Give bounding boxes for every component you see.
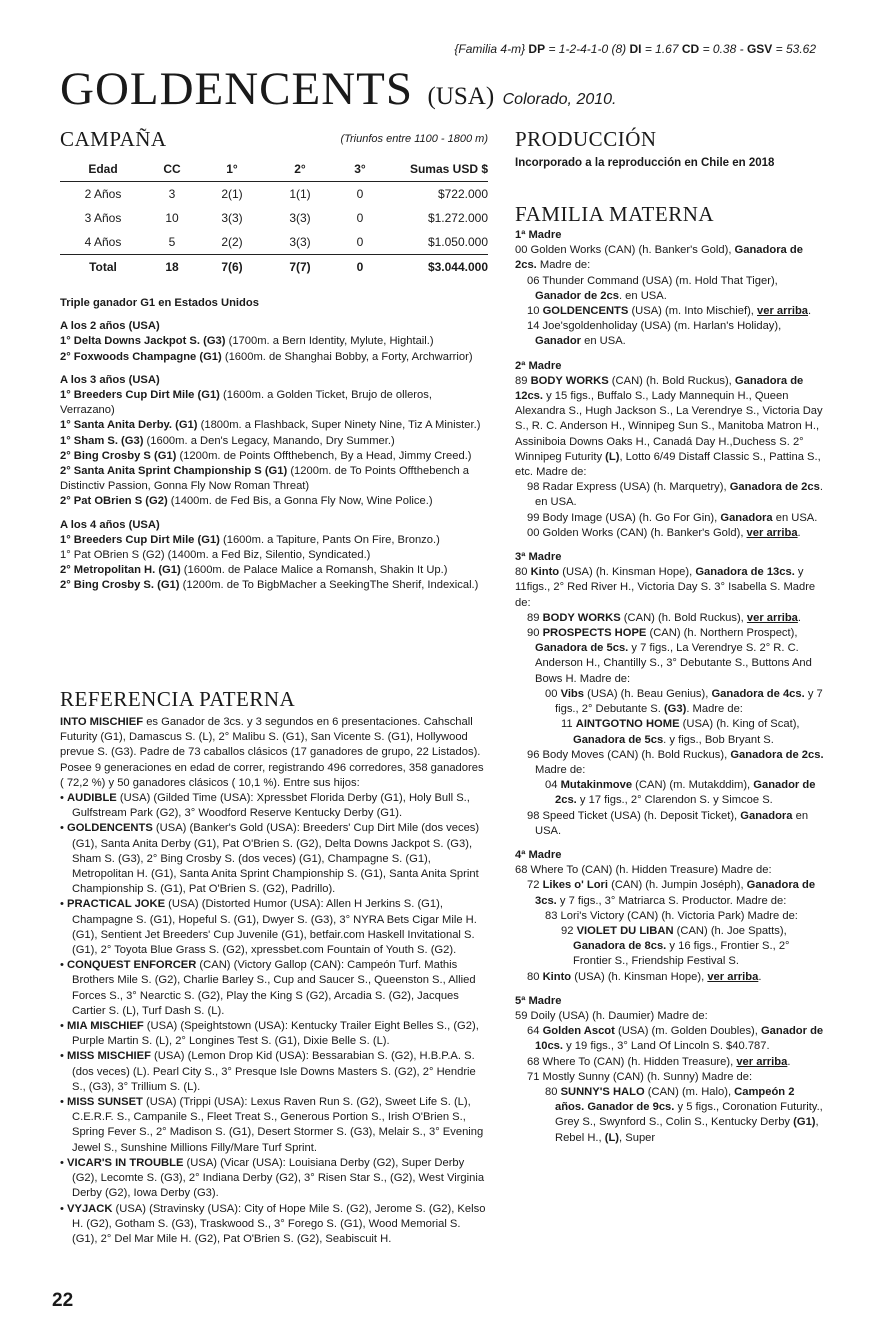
page-title (60, 62, 616, 116)
race-line: 2° Foxwoods Champagne (G1) (1600m. de Shanghai Bobby, a Forty, Archwarrior) (60, 350, 473, 363)
table-cell: 18 (146, 255, 198, 280)
cd-label: CD (681, 42, 700, 56)
familia-label: {Familia 4-m} (454, 42, 526, 56)
table-cell: 7(7) (266, 255, 334, 280)
table-header-row (60, 157, 488, 182)
race-line: 2° Bing Crosby S (G1) (1200m. de Points Offthebench, By a Head, Jimmy Creed.) (60, 449, 472, 462)
familia-entry: 89 BODY WORKS (CAN) (h. Bold Ruckus), Ganadora de 12cs. y 15 figs., Buffalo S., Lady Mannequin H., Queen Alexandra S., Hugh Jackson S., La Verendrye S., Victoria Day S., R. C. Anderson H., Winnipeg Sun S., Manitoba Matron H., Assiniboia Downs Oaks H., Canadá Day H.,Duchess S. 2° Winnipeg Futurity (L), Lotto 6/49 Distaff Classic S., Pattina S., etc. Madre de: (515, 374, 823, 479)
dp-label: DP (528, 42, 546, 56)
familia-entry: 80 Kinto (USA) (h. Kinsman Hope), ver arriba. (527, 970, 762, 983)
familia-entry: 90 PROSPECTS HOPE (CAN) (h. Northern Prospect), Ganadora de 5cs. y 7 figs., La Verendrye S. 2° R. C. Anderson H., Chantilly S., 3° Debutante S., Buttons And Bows H. Madre de: (527, 627, 812, 685)
sire-intro: INTO MISCHIEF es Ganador de 3cs. y 3 segundos en 6 presentaciones. Cahschall Futurity (G1), Damascus S. (L), 2° Malibu S. (G1), San Vicente S. (G1), Hollywood prevue S. (G3). Padre de 73 caballos clásicos (17 ganadores de grupo, 22 Listados). Posee 9 generaciones en edad de correr, registrando 496 corredores, 358 ganadores ( 72,2 %) y 50 ganadores clásicos ( 10,1 %). Entre sus hijos: (60, 716, 484, 789)
table-total-row (60, 255, 488, 280)
table-cell: 3 Años (84, 211, 122, 225)
familia-entry: 83 Lori's Victory (CAN) (h. Victoria Park) Madre de: (545, 909, 798, 922)
table-cell: 2(1) (221, 187, 243, 201)
table-cell: 1(1) (289, 187, 311, 201)
familia-entry: 00 Golden Works (CAN) (h. Banker's Gold), Ganadora de 2cs. Madre de: (515, 244, 803, 272)
race-line: 2° Pat OBrien S (G2) (1400m. de Fed Bis, a Gonna Fly Now, Wine Police.) (60, 495, 433, 508)
familia-entry: 11 AINTGOTNO HOME (USA) (h. King of Scat), Ganadora de 5cs. y figs., Bob Bryant S. (561, 718, 800, 746)
list-item: • AUDIBLE (USA) (Gilded Time (USA): Xpressbet Florida Derby (G1), Holy Bull S., Gulfstream Park (G2), 3° Woodford Reserve Kentucky Derby (G1). (60, 792, 470, 820)
group-heading: A los 2 años (USA) (60, 320, 160, 333)
list-item: • PRACTICAL JOKE (USA) (Distorted Humor (USA): Allen H Jerkins S. (G1), Champagne S. (G1), Hopeful S. (G1), Dwyer S. (G3), 3° NYRA Bets Cigar Mile H. (G1), Sentient Jet Breeders' Cup Juvenile (G1), betfair.com Haskell Invitational S. (G1), 2° Toyota Blue Grass S. (G2), xpressbet.com Fountain of Youth S. (G2). (60, 898, 477, 957)
group-heading: A los 4 años (USA) (60, 518, 160, 531)
familia-entry: 98 Speed Ticket (USA) (h. Deposit Ticket), Ganadora en USA. (527, 809, 809, 837)
horse-meta: Colorado, 2010. (502, 91, 617, 108)
column-header: 1° (198, 157, 266, 182)
list-item: • VYJACK (USA) (Stravinsky (USA): City of Hope Mile S. (G2), Jerome S. (G2), Kelso H. (G2), Gotham S. (G3), Traskwood S., 3° Forego S. (G1), Wood Memorial S. (G1), 2° Del Mar Mile H. (G2), Pat O'Brien S. (G2), Seabiscuit H. (60, 1202, 486, 1245)
group-heading: A los 3 años (USA) (60, 373, 160, 386)
familia-entry: 96 Body Moves (CAN) (h. Bold Ruckus), Ganadora de 2cs. Madre de: (527, 748, 824, 776)
familia-entry: 89 BODY WORKS (CAN) (h. Bold Ruckus), ver arriba. (527, 611, 801, 624)
list-item: • MIA MISCHIEF (USA) (Speightstown (USA): Kentucky Trailer Eight Belles S., (G2), Purple Martin S. (L), 2° Longines Test S. (G1), Dixie Belle S. (L). (60, 1020, 479, 1048)
familia-entry: 04 Mutakinmove (CAN) (m. Mutakddim), Ganador de 2cs. y 17 figs., 2° Clarendon S. y Simcoe S. (545, 779, 816, 807)
madre-heading: 2ª Madre (515, 359, 562, 372)
table-row (60, 206, 488, 230)
table-cell: 3(3) (221, 211, 243, 225)
madre-heading: 4ª Madre (515, 848, 562, 861)
familia-entry: 98 Radar Express (USA) (h. Marquetry), Ganadora de 2cs. en USA. (527, 481, 823, 509)
table-cell: $1.272.000 (427, 211, 488, 225)
race-line: 1° Sham S. (G3) (1600m. a Den's Legacy, Manando, Dry Summer.) (60, 434, 395, 447)
table-cell: 0 (356, 211, 364, 225)
madre-heading: 3ª Madre (515, 551, 562, 564)
familia-entry: 59 Doily (USA) (h. Daumier) Madre de: (515, 1009, 708, 1022)
list-item: • VICAR'S IN TROUBLE (USA) (Vicar (USA): Louisiana Derby (G2), Super Derby (G2), Lecomte S. (G3), 2° Indiana Derby (G2), 3° Risen Star S., (G2), West Virginia Derby (G2), Iowa Derby (G3). (60, 1156, 485, 1200)
table-cell: 5 (168, 235, 176, 249)
campana-section (60, 127, 488, 594)
table-cell: 0 (356, 187, 364, 201)
list-item: • CONQUEST ENFORCER (CAN) (Victory Gallop (CAN): Campeón Turf. Mathis Brothers Mile S. (G2), Charlie Barley S., Cup and Saucer S., Queenston S., Allied Forces S., 3° Nearctic S. (G2), Play the King S (G2), Arcadia S. (G2), Jacques Cartier S. (L), Turf Dash S. (L). (60, 959, 476, 1017)
familia-entry: 10 GOLDENCENTS (USA) (m. Into Mischief), ver arriba. (527, 305, 812, 318)
dp-value: = 1-2-4-1-0 (8) (548, 42, 627, 56)
race-line: 1° Pat OBrien S (G2) (1400m. a Fed Biz, Silentio, Syndicated.) (60, 549, 371, 562)
race-line: 2° Santa Anita Sprint Championship S (G1) (1200m. de To Points Offthebench a Distinctiv Passion, Gonna Fly Now Roman Threat) (60, 465, 470, 493)
familia-entry: 00 Golden Works (CAN) (h. Banker's Gold), ver arriba. (527, 526, 801, 539)
page-number: 22 (52, 1290, 74, 1311)
column-header: Edad (60, 157, 146, 182)
triple-line: Triple ganador G1 en Estados Unidos (60, 297, 259, 309)
familia-body (515, 228, 825, 1146)
table-cell: $1.050.000 (427, 235, 488, 249)
referencia-heading: REFERENCIA PATERNA (60, 687, 296, 711)
familia-section (515, 202, 825, 1146)
familia-entry: 92 VIOLET DU LIBAN (CAN) (h. Joe Spatts), Ganadora de 8cs. y 16 figs., Frontier S., 2° Frontier S., Friendship Festival S. (561, 924, 790, 968)
table-cell: $722.000 (437, 187, 488, 201)
race-line: 2° Metropolitan H. (G1) (1600m. de Palace Malice a Romansh, Shakin It Up.) (60, 564, 448, 577)
table-cell: 0 (334, 255, 386, 280)
produccion-section (515, 127, 825, 169)
table-cell: Total (60, 255, 146, 280)
table-cell: 10 (165, 211, 179, 225)
familia-heading: FAMILIA MATERNA (515, 202, 715, 226)
familia-entry: 68 Where To (CAN) (h. Hidden Treasure) Madre de: (515, 864, 772, 877)
familia-entry: 72 Likes o' Lori (CAN) (h. Jumpin Joséph), Ganadora de 3cs. y 7 figs., 3° Matriarca S. Productor. Madre de: (527, 879, 816, 907)
race-line: 1° Breeders Cup Dirt Mile (G1) (1600m. a Golden Ticket, Brujo de olleros, Verrazano) (60, 389, 432, 417)
column-header: CC (146, 157, 198, 182)
race-line: 1° Santa Anita Derby. (G1) (1800m. a Flashback, Super Ninety Nine, Tiz A Minister.) (60, 419, 481, 432)
cd-value: = 0.38 - (702, 42, 744, 56)
table-cell: 3(3) (289, 211, 311, 225)
familia-entry: 64 Golden Ascot (USA) (m. Golden Doubles), Ganador de 10cs. y 19 figs., 3° Land Of Lincoln S. $40.787. (527, 1025, 824, 1053)
column-header: 3° (334, 157, 386, 182)
familia-entry: 71 Mostly Sunny (CAN) (h. Sunny) Madre de: (527, 1070, 753, 1083)
referencia-section (60, 687, 488, 1247)
familia-entry: 06 Thunder Command (USA) (m. Hold That Tiger), Ganador de 2cs. en USA. (527, 274, 778, 302)
di-label: DI (629, 42, 642, 56)
table-cell: 4 Años (84, 235, 122, 249)
table-cell: 3(3) (289, 235, 311, 249)
table-cell: 2 Años (84, 187, 122, 201)
di-value: = 1.67 (644, 42, 679, 56)
list-item: • GOLDENCENTS (USA) (Banker's Gold (USA): Breeders' Cup Dirt Mile (dos veces) (G1), Santa Anita Derby (G1), Pat O'Brien S. (G2), Delta Downs Jackpot S. (G3), Sham S. (G3), 2° Bing Crosby S. (dos veces) (G1), Champagne S. (G1), Metropolitan H. (G1), Santa Anita Sprint Championship S. (G1), Santa Anita Sprint Championship S. (G1), Pat O'Brien S. (G2), Padrillo). (60, 822, 480, 896)
gsv-label: GSV (746, 42, 773, 56)
race-line: 1° Breeders Cup Dirt Mile (G1) (1600m. a Tapiture, Pants On Fire, Bronzo.) (60, 533, 440, 546)
familia-entry: 80 SUNNY'S HALO (CAN) (m. Halo), Campeón 2 años. Ganador de 9cs. y 5 figs., Coronation Futurity., Grey S., Swynford S., Colin S., Kentucky Derby (G1), Rebel H., (L), Super (545, 1085, 823, 1144)
madre-heading: 1ª Madre (515, 229, 562, 241)
table-cell: 0 (356, 235, 364, 249)
campana-text (60, 296, 488, 594)
table-cell: 7(6) (198, 255, 266, 280)
familia-entry: 68 Where To (CAN) (h. Hidden Treasure), ver arriba. (527, 1055, 791, 1068)
familia-entry: 80 Kinto (USA) (h. Kinsman Hope), Ganadora de 13cs. y 11figs., 2° Red River H., Victoria Day S. 3° Isabella S. Madre de: (515, 566, 816, 609)
horse-origin: (USA) (427, 83, 495, 110)
madre-heading: 5ª Madre (515, 994, 562, 1007)
list-item: • MISS MISCHIEF (USA) (Lemon Drop Kid (USA): Bessarabian S. (G2), H.B.P.A. S. (dos veces) (L). Pearl City S., 3° Presque Isle Downs Masters S. (G2), 2° Hendrie S., (G3), 3° Trillium S. (L). (60, 1050, 476, 1093)
race-line: 1° Delta Downs Jackpot S. (G3) (1700m. a Bern Identity, Mylute, Hightail.) (60, 335, 434, 348)
gsv-value: = 53.62 (775, 42, 816, 56)
produccion-heading: PRODUCCIÓN (515, 127, 657, 151)
familia-entry: 99 Body Image (USA) (h. Go For Gin), Ganadora en USA. (527, 511, 818, 524)
horse-name: GOLDENCENTS (60, 63, 414, 115)
race-line: 2° Bing Crosby S. (G1) (1200m. de To BigbMacher a SeekingThe Sherif, Indexical.) (60, 579, 479, 592)
familia-entry: 14 Joe'sgoldenholiday (USA) (m. Harlan's Holiday), Ganador en USA. (527, 320, 782, 348)
campana-heading: CAMPAÑA (60, 127, 167, 151)
column-header: Sumas USD $ (386, 157, 488, 182)
table-cell: 3 (168, 187, 176, 201)
table-row (60, 182, 488, 207)
campana-note: (Triunfos entre 1100 - 1800 m) (340, 133, 488, 145)
referencia-text (60, 715, 488, 1247)
familia-entry: 00 Vibs (USA) (h. Beau Genius), Ganadora de 4cs. y 7 figs., 2° Debutante S. (G3). Madre de: (545, 687, 823, 716)
column-header: 2° (266, 157, 334, 182)
campana-table (60, 157, 488, 279)
table-row (60, 230, 488, 255)
table-cell: $3.044.000 (386, 255, 488, 280)
table-cell: 2(2) (221, 235, 243, 249)
produccion-text: Incorporado a la reproducción en Chile en 2018 (515, 157, 775, 169)
list-item: • MISS SUNSET (USA) (Trippi (USA): Lexus Raven Run S. (G2), Sweet Life S. (L), C.E.R.F. S., Campanile S., Fleet Treat S., Generous Portion S., Irish O'Brien S., Spring Fever S., 2° Madison S. (G1), Desert Stormer S. (G3), Melair S., 3° Evening Jewel S., Sunshine Millions Filly/Mare Turf Sprint. (60, 1096, 484, 1154)
header-stats (454, 42, 816, 56)
